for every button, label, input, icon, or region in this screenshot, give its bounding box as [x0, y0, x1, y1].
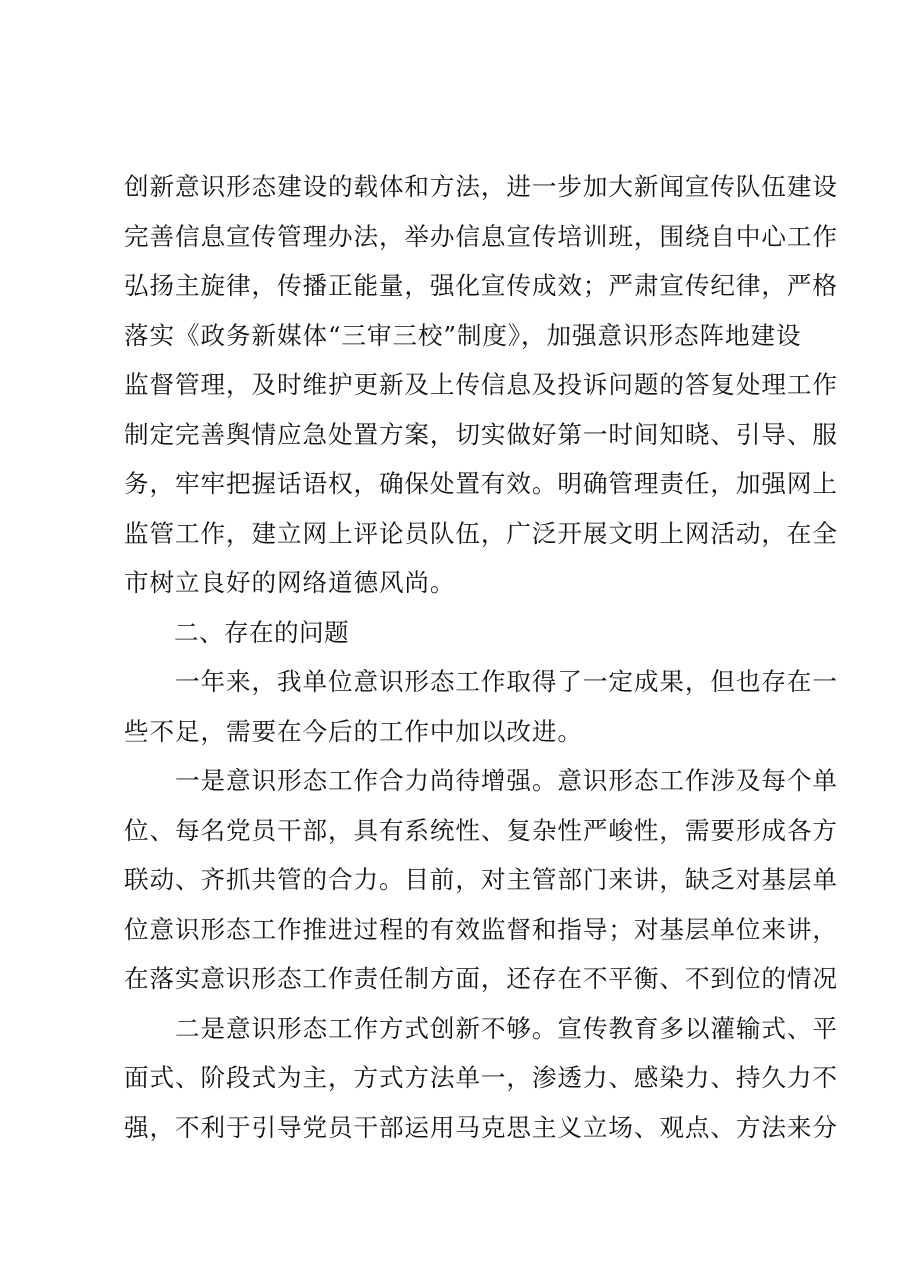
text-line: 完善信息宣传管理办法，举办信息宣传培训班，围绕自中心工作 — [124, 221, 838, 251]
text-line: 监督管理，及时维护更新及上传信息及投诉问题的答复处理工作 — [124, 370, 838, 399]
text-line: 在落实意识形态工作责任制方面，还存在不平衡、不到位的情况 — [124, 964, 838, 993]
text-line: 弘扬主旋律，传播正能量，强化宣传成效；严肃宣传纪律，严格 — [124, 271, 838, 300]
section-heading: 二、存在的问题 — [124, 617, 349, 647]
text-line: 些不足，需要在今后的工作中加以改进。 — [124, 716, 583, 746]
text-line: 位意识形态工作推进过程的有效监督和指导；对基层单位来讲， — [124, 914, 838, 944]
text-line: 创新意识形态建设的载体和方法，进一步加大新闻宣传队伍建设 — [124, 172, 838, 201]
text-line: 面式、阶段式为主，方式方法单一，渗透力、感染力、持久力不 — [124, 1063, 838, 1092]
text-line: 二是意识形态工作方式创新不够。宣传教育多以灌输式、平 — [124, 1013, 838, 1043]
text-line: 联动、齐抓共管的合力。目前，对主管部门来讲，缺乏对基层单 — [124, 865, 838, 894]
body-text — [124, 162, 838, 1152]
text-line: 市树立良好的网络道德风尚。 — [124, 568, 456, 597]
text-line: 制定完善舆情应急处置方案，切实做好第一时间知晓、引导、服 — [124, 419, 838, 449]
text-line: 强，不利于引导党员干部运用马克思主义立场、观点、方法来分 — [124, 1112, 838, 1142]
text-line: 位、每名党员干部，具有系统性、复杂性严峻性，需要形成各方 — [124, 815, 838, 845]
text-line: 一年来，我单位意识形态工作取得了一定成果，但也存在一 — [124, 667, 838, 696]
text-line: 一是意识形态工作合力尚待增强。意识形态工作涉及每个单 — [124, 766, 838, 795]
text-line: 务，牢牢把握话语权，确保处置有效。明确管理责任，加强网上 — [124, 469, 838, 498]
text-line: 落实《政务新媒体“三审三校”制度》，加强意识形态阵地建设 — [124, 320, 802, 350]
text-line: 监管工作，建立网上评论员队伍，广泛开展文明上网活动，在全 — [124, 518, 838, 548]
